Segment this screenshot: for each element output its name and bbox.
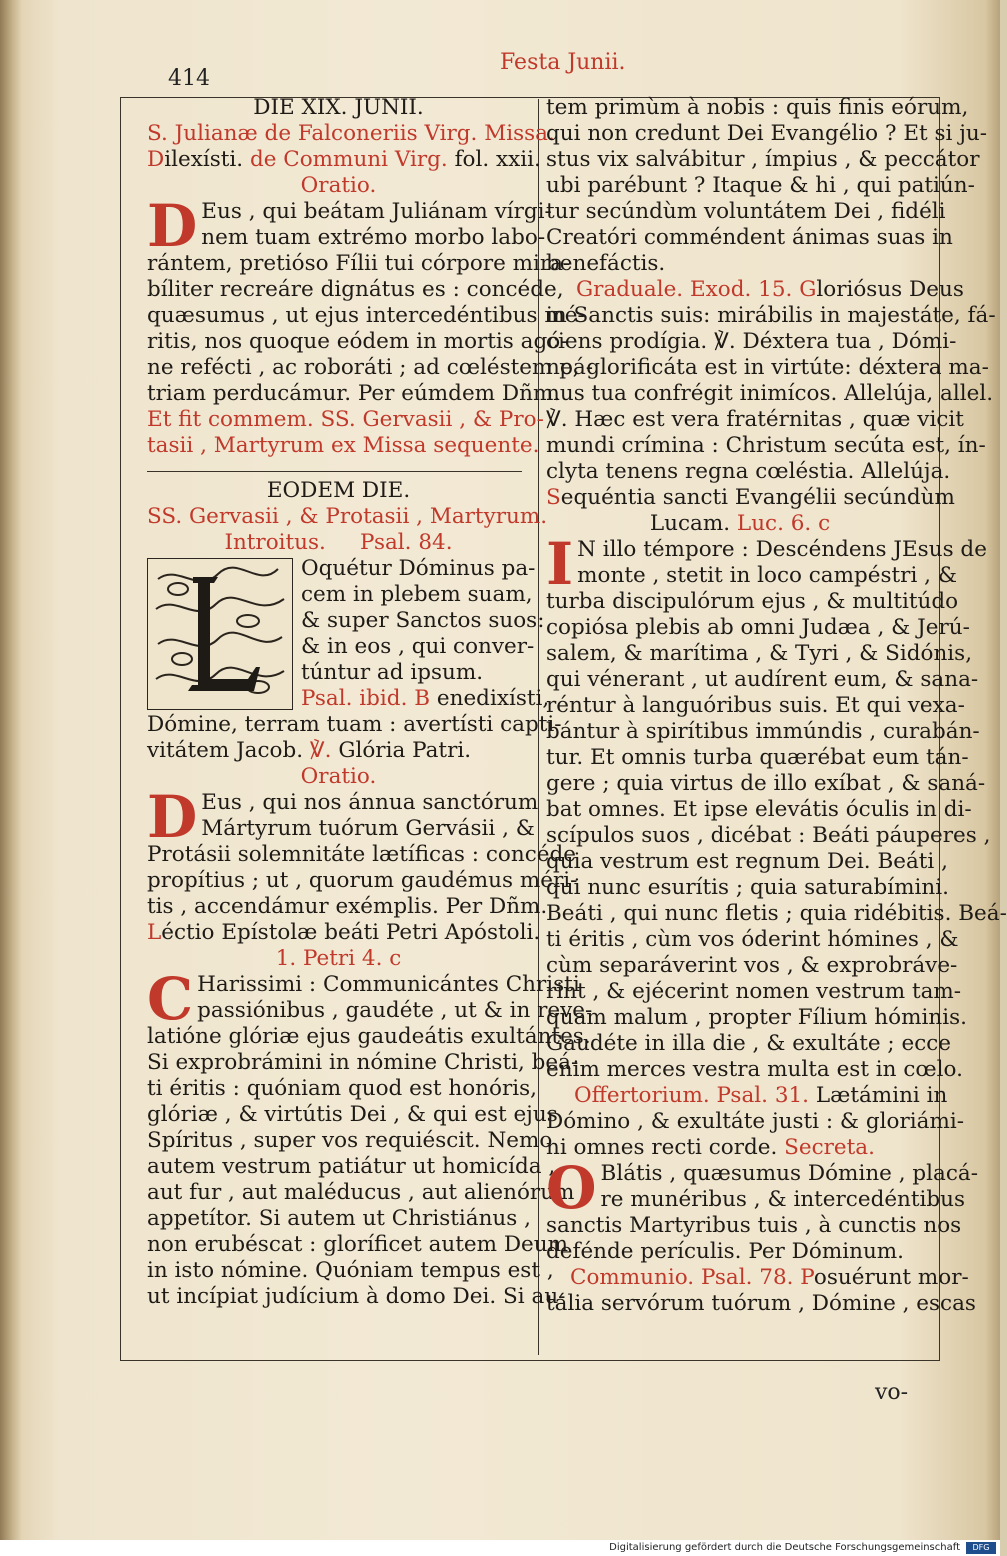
text-line: Blátis , quæsumus Dómine , placá-	[600, 1161, 978, 1186]
text-line: tur. Et omnis turba quærébat eum tán-	[546, 745, 969, 770]
text-line: turba discipulórum ejus , & multitúdo	[546, 589, 959, 614]
text-span: fol. xxii.	[447, 147, 541, 172]
text-line: Dómine, terram tuam : avertísti capti-	[147, 712, 562, 737]
text-span: equéntia sancti Evangélii secúndùm	[560, 485, 955, 510]
text-line: Eus , qui beátam Juliánam vírgi-	[201, 199, 552, 224]
text-span: Lætámini in	[809, 1083, 948, 1108]
text-span: ilexísti.	[164, 147, 244, 172]
text-line: qui nunc esurítis ; quia saturabímini.	[546, 875, 949, 900]
oratio-paragraph	[147, 192, 594, 407]
text-line: Oquétur Dóminus pa-	[301, 556, 536, 581]
text-line: non erubéscat : gloríficet autem Deum	[147, 1232, 569, 1257]
text-line: & in eos , qui conver-	[301, 634, 535, 659]
text-line: mundi crímina : Christum secúta est, ín-	[546, 433, 986, 458]
commemoration-line: tasii , Martyrum ex Missa sequente.	[147, 433, 540, 458]
text-line: nem tuam extrémo morbo labo-	[201, 225, 546, 250]
text-line: ubi parébunt ? Itaque & hi , qui patiún-	[546, 173, 975, 198]
book-binding	[0, 0, 22, 1540]
text-line: Si exprobrámini in nómine Christi, beá-	[147, 1050, 579, 1075]
text-line: stus vix salvábitur , ímpius , & peccátor	[546, 147, 980, 172]
lectio-heading	[147, 920, 541, 946]
initial-letter: D	[147, 147, 165, 172]
text-line: tur secúndùm voluntátem Dei , fidéli	[546, 199, 946, 224]
page-number: 414	[168, 66, 210, 91]
secreta-heading: Secreta.	[777, 1135, 875, 1160]
text-line: bántur à spirítibus immúndis , curabán-	[546, 719, 980, 744]
introitus-heading: Introitus. Psal. 84.	[224, 530, 453, 555]
text-line: sanctis Martyribus tuis , à cunctis nos	[546, 1213, 962, 1238]
text-line: clyta tenens regna cœléstia. Allelúja.	[546, 459, 951, 484]
text-line: ritis, nos quoque eódem in mortis agó-	[147, 329, 568, 354]
gospel-paragraph	[546, 530, 1007, 1083]
drop-cap: I	[546, 530, 574, 598]
text-line: scípulos suos , dicébat : Beáti páuperes ,	[546, 823, 991, 848]
initial-letter: L	[147, 920, 162, 945]
drop-cap: O	[546, 1154, 597, 1222]
text-line: monte , stetit in loco campéstri , &	[577, 563, 957, 588]
text-line: réntur à languóribus suis. Et qui vexa-	[546, 693, 965, 718]
text-line: qui vénerant , ut audírent eum, & sana-	[546, 667, 979, 692]
text-line: ne, glorificáta est in virtúte: déxtera ma-	[546, 355, 989, 380]
dfg-logo-icon: DFG	[966, 1542, 996, 1554]
oratio-heading: Oratio.	[300, 173, 377, 198]
text-line: Gaudéte in illa die , & exultáte ; ecce	[546, 1031, 952, 1056]
text-line: & super Sanctos suos:	[301, 608, 545, 633]
text-line: gere ; quia virtus de illo exíbat , & saná-	[546, 771, 986, 796]
text-span: de Communi Virg.	[243, 147, 448, 172]
text-span: osuérunt mor-	[813, 1265, 969, 1290]
graduale-heading	[546, 277, 964, 303]
text-line: túntur ad ipsum.	[301, 660, 484, 685]
text-line: glóriæ , & virtútis Dei , & qui est ejus	[147, 1102, 558, 1127]
communio-heading	[546, 1265, 969, 1291]
text-line: cùm separáverint vos , & exprobráve-	[546, 953, 958, 978]
offertorium-heading	[546, 1083, 948, 1109]
text-line: tem primùm à nobis : quis finis eórum,	[546, 95, 969, 120]
text-line	[546, 1135, 934, 1161]
text-line: cem in plebem suam,	[301, 582, 533, 607]
text-span: Lucam.	[649, 511, 731, 536]
text-line: propítius ; ut , quorum gaudémus méri-	[147, 868, 578, 893]
text-line: ti éritis : quóniam quod est honóris,	[147, 1076, 537, 1101]
secreta-paragraph	[546, 1154, 978, 1265]
text-line: nus tua confrégit inimícos. Allelúja, allel.	[546, 381, 994, 406]
drop-cap: C	[147, 965, 194, 1033]
text-line: appetítor. Si autem ut Christiánus ,	[147, 1206, 531, 1231]
text-line: bat omnes. Et ipse elevátis óculis in di-	[546, 797, 972, 822]
text-line: Mártyrum tuórum Gervásii , &	[201, 816, 535, 841]
gospel-reference	[546, 511, 934, 537]
right-column	[546, 95, 1007, 1317]
catchword: vo-	[875, 1380, 909, 1405]
text-span: Graduale. Exod. 15. G	[576, 277, 817, 302]
section-heading: EODEM DIE.	[266, 478, 411, 503]
left-column	[147, 95, 594, 1310]
text-line: triam perducámur. Per eúmdem Dñm.	[147, 381, 561, 406]
text-line: Eus , qui nos ánnua sanctórum	[201, 790, 539, 815]
running-header: Festa Junii.	[500, 50, 626, 75]
scripture-reference: 1. Petri 4. c	[275, 946, 402, 971]
text-line: ti éritis , cùm vos óderint hómines , &	[546, 927, 959, 952]
text-line: quam malum , propter Fílium hóminis.	[546, 1005, 967, 1030]
sequentia-heading	[546, 485, 955, 511]
text-span: loriósus Deus	[816, 277, 964, 302]
text-line: re munéribus , & intercedéntibus	[600, 1187, 966, 1212]
text-line: in Sanctis suis: mirábilis in majestáte, fá-	[546, 303, 996, 328]
decorated-initial-icon	[147, 558, 293, 710]
text-line: Harissimi : Communicántes Christi	[197, 972, 580, 997]
text-span: Offertorium. Psal. 31.	[574, 1083, 810, 1108]
text-line: salem, & marítima , & Tyri , & Sidónis,	[546, 641, 973, 666]
text-line: quæsumus , ut ejus intercedéntibus mé-	[147, 303, 585, 328]
lectio-paragraph	[147, 965, 593, 1310]
text-span: Luc. 6. c	[730, 511, 831, 536]
commemoration-line: Et fit commem. SS. Gervasii , & Pro-	[147, 407, 544, 432]
drop-cap: D	[147, 783, 198, 851]
text-line: ne refécti , ac roboráti ; ad cœléstem pá-	[147, 355, 594, 380]
feast-title: S. Julianæ de Falconeriis Virg. Missa.	[147, 121, 555, 146]
footer-text: Digitalisierung gefördert durch die Deutsche Forschungsgemeinschaft	[609, 1542, 960, 1553]
text-line: Beáti , qui nunc fletis ; quia ridébitis. Beá-	[546, 901, 1007, 926]
feast-title: SS. Gervasii , & Protasii , Martyrum.	[147, 504, 548, 529]
digitization-footer	[0, 1540, 1000, 1556]
text-line: copiósa plebis ab omni Judæa , & Jerú-	[546, 615, 970, 640]
text-line: latióne glóriæ ejus gaudeátis exultántes.	[147, 1024, 591, 1049]
initial-letter: S	[546, 485, 561, 510]
text-line: ut incípiat judícium à domo Dei. Si au-	[147, 1284, 566, 1309]
text-line: Spíritus , super vos requiéscit. Nemo	[147, 1128, 553, 1153]
text-span: Communio. Psal. 78. P	[570, 1265, 814, 1290]
text-span: Glória Patri.	[338, 738, 472, 763]
versicle-mark: ℣.	[303, 738, 339, 763]
drop-cap: D	[147, 192, 198, 260]
text-line: enim merces vestra multa est in cœlo.	[546, 1057, 963, 1082]
text-line: in isto nómine. Quóniam tempus est ,	[147, 1258, 554, 1283]
oratio-paragraph	[147, 783, 578, 920]
text-line: tis , accendámur exémplis. Per Dñm.	[147, 894, 548, 919]
text-line: quia vestrum est regnum Dei. Beáti ,	[546, 849, 948, 874]
text-span: ni omnes recti corde.	[546, 1135, 778, 1160]
text-line: aut fur , aut maléducus , aut alienórum	[147, 1180, 575, 1205]
text-line: Dómino , & exultáte justi : & gloriámi-	[546, 1109, 964, 1134]
text-line: Protásii solemnitáte lætíficas : concéde	[147, 842, 576, 867]
text-line: defénde perículis. Per Dóminum.	[546, 1239, 905, 1264]
text-line: ℣. Hæc est vera fratérnitas , quæ vicit	[546, 407, 964, 432]
text-line: autem vestrum patiátur ut homicída ,	[147, 1154, 556, 1179]
text-line	[147, 738, 530, 764]
text-line: bíliter recreáre dignátus es : concéde,	[147, 277, 564, 302]
text-line: rántem, pretióso Fílii tui córpore mira-	[147, 251, 571, 276]
introit-reference	[147, 147, 541, 173]
text-line: N illo témpore : Descéndens JEsus de	[577, 537, 987, 562]
text-line: qui non credunt Dei Evangélio ? Et si ju-	[546, 121, 988, 146]
feast-heading: DIE XIX. JUNII.	[253, 95, 424, 120]
section-rule	[147, 471, 522, 472]
introit-paragraph	[147, 556, 550, 712]
text-line: ciens prodígia. ℣. Déxtera tua , Dómi-	[546, 329, 957, 354]
text-span: enedixísti,	[430, 686, 550, 711]
text-span: éctio Epístolæ beáti Petri Apóstoli.	[161, 920, 541, 945]
oratio-heading: Oratio.	[300, 764, 377, 789]
text-line: rint , & ejécerint nomen vestrum tam-	[546, 979, 962, 1004]
text-span: vitátem Jacob.	[147, 738, 304, 763]
text-line: Creatóri comméndent ánimas suas in	[546, 225, 953, 250]
text-line: benefáctis.	[546, 251, 666, 276]
text-line: passiónibus , gaudéte , ut & in reve-	[197, 998, 593, 1023]
text-line: tália servórum tuórum , Dómine , escas	[546, 1291, 976, 1316]
text-span: Psal. ibid. B	[301, 686, 431, 711]
